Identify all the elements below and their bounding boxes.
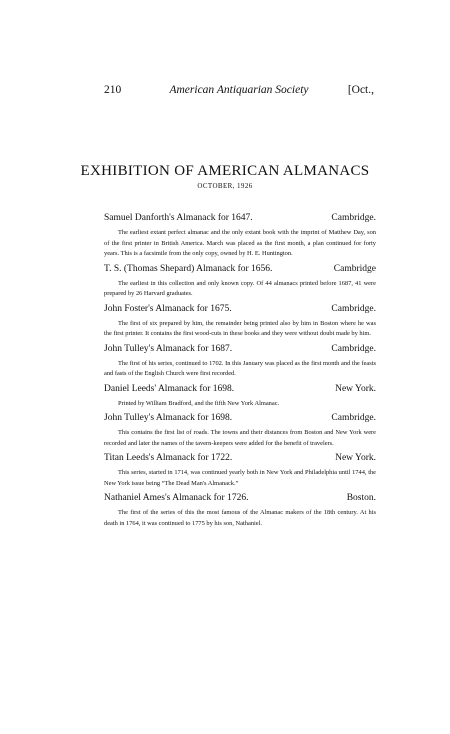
- almanac-entry: [104, 493, 376, 529]
- almanac-title: T. S. (Thomas Shepard) Almanack for 1656.: [104, 263, 273, 274]
- almanac-place: Boston.: [346, 493, 376, 503]
- almanac-title: Daniel Leeds' Almanack for 1698.: [104, 383, 235, 394]
- almanac-place: Cambridge: [333, 263, 376, 274]
- almanac-entry: [104, 413, 376, 449]
- almanac-entry: [104, 344, 376, 380]
- almanac-place: Cambridge.: [331, 213, 376, 223]
- page-number: 210: [104, 84, 122, 96]
- almanac-title: Titan Leeds's Almanack for 1722.: [104, 453, 233, 463]
- almanac-title: John Tulley's Almanack for 1687.: [104, 343, 233, 354]
- almanac-description: This contains the first list of roads. The towns and their distances from Boston and New York were recorded and later the names of the tavern-keepers were added for the benefit of travelers.: [104, 429, 376, 447]
- page-title: EXHIBITION OF AMERICAN ALMANACS: [80, 163, 370, 179]
- running-head: [104, 84, 374, 100]
- almanac-entry: [104, 384, 376, 410]
- almanac-description: The first of his series, continued to 1702. In this January was placed as the first month and the feasts and fasts of the English Church were first recorded.: [104, 359, 376, 377]
- almanac-title: John Foster's Almanack for 1675.: [104, 303, 232, 314]
- almanac-description: The earliest in this collection and only known copy. Of 44 almanacs printed before 1687, 41 were prepared by 26 Harvard graduates.: [104, 279, 376, 297]
- almanac-entry: [104, 264, 376, 300]
- almanac-place: Cambridge.: [331, 303, 376, 314]
- almanac-title: John Tulley's Almanack for 1698.: [104, 413, 233, 423]
- almanac-title: Nathaniel Ames's Almanack for 1726.: [104, 493, 249, 503]
- almanac-list: [104, 213, 376, 533]
- almanac-description: Printed by William Bradford, and the fifth New York Almanac.: [118, 399, 280, 407]
- almanac-title: Samuel Danforth's Almanack for 1647.: [104, 213, 253, 223]
- almanac-description: This series, started in 1714, was continued yearly both in New York and Philadelphia until 1744, the New York issue being “The Dead Man's Almanack.”: [104, 469, 376, 487]
- issue-date: [Oct.,: [347, 84, 374, 96]
- almanac-place: Cambridge.: [331, 343, 376, 354]
- almanac-description: The first of the series of this the most famous of the Almanac makers of the 18th century. At his death in 1764, it was continued to 1775 by his son, Nathaniel.: [104, 509, 376, 527]
- almanac-entry: [104, 453, 376, 489]
- journal-title: American Antiquarian Society: [169, 84, 309, 96]
- almanac-entry: [104, 304, 376, 340]
- almanac-description: The earliest extant perfect almanac and the only extant book with the imprint of Matthew Day, son of the first printer in British America. March was placed as the first month, a plan continued for forty years. This is a facsimile from the only copy, owned by H. E. Huntington.: [104, 229, 376, 257]
- almanac-place: Cambridge.: [331, 413, 376, 423]
- almanac-place: New York.: [335, 453, 376, 463]
- almanac-place: New York.: [335, 383, 376, 394]
- exhibition-date: OCTOBER, 1926: [197, 182, 253, 190]
- almanac-description: The first of six prepared by him, the remainder being printed also by him in Boston where he was the first printer. It contains the first wood-cuts in these books and they were without doubt made by him.: [104, 319, 376, 337]
- almanac-entry: [104, 213, 376, 260]
